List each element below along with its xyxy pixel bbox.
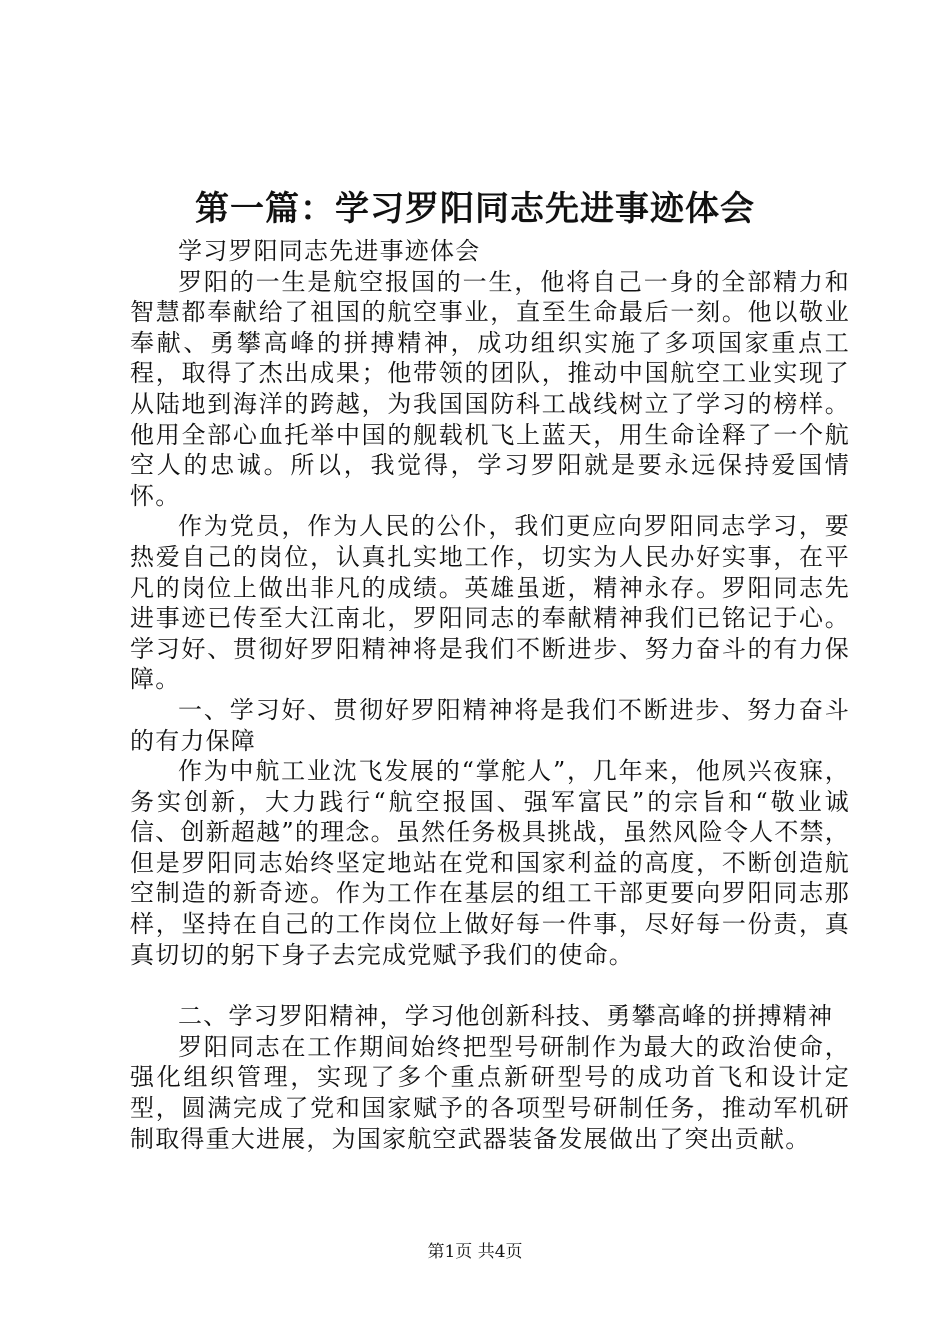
document-title: 第一篇：学习罗阳同志先进事迹体会 [195, 189, 755, 229]
paragraph-subtitle: 学习罗阳同志先进事迹体会 [178, 237, 481, 265]
page-footer: 第1页 共4页 [427, 1242, 523, 1262]
section-heading: 二、学习罗阳精神，学习他创新科技、勇攀高峰的拼搏精神 [178, 1002, 834, 1031]
paragraph: 罗阳同志在工作期间始终把型号研制作为最大的政治使命，强化组织管理，实现了多个重点新研型号的成功首飞和设计定型，圆满完成了党和国家赋予的各项型号研制任务，推动军机研制取得重大进展，为国家航空武器装备发展做出了突出贡献。 [130, 1032, 850, 1153]
section-heading: 一、学习好、贯彻好罗阳精神将是我们不断进步、努力奋斗的有力保障 [130, 695, 850, 755]
paragraph: 罗阳的一生是航空报国的一生，他将自己一身的全部精力和智慧都奉献给了祖国的航空事业，直至生命最后一刻。他以敬业奉献、勇攀高峰的拼搏精神，成功组织实施了多项国家重点工程，取得了杰出成果；他带领的团队，推动中国航空工业实现了从陆地到海洋的跨越，为我国国防科工战线树立了学习的榜样。他用全部心血托举中国的舰载机飞上蓝天，用生命诠释了一个航空人的忠诚。所以，我觉得，学习罗阳就是要永远保持爱国情怀。 [130, 267, 850, 510]
document-body [130, 236, 850, 1154]
paragraph: 作为中航工业沈飞发展的“掌舵人”，几年来，他夙兴夜寐，务实创新，大力践行“航空报国、强军富民”的宗旨和“敬业诚信、创新超越”的理念。虽然任务极具挑战，虽然风险令人不禁，但是罗阳同志始终坚定地站在党和国家利益的高度，不断创造航空制造的新奇迹。作为工作在基层的组工干部更要向罗阳同志那样，坚持在自己的工作岗位上做好每一件事，尽好每一份责，真真切切的躬下身子去完成党赋予我们的使命。 [130, 757, 850, 969]
paragraph: 作为党员，作为人民的公仆，我们更应向罗阳同志学习，要热爱自己的岗位，认真扎实地工作，切实为人民办好实事，在平凡的岗位上做出非凡的成绩。英雄虽逝，精神永存。罗阳同志先进事迹已传至大江南北，罗阳同志的奉献精神我们已铭记于心。学习好、贯彻好罗阳精神将是我们不断进步、努力奋斗的有力保障。 [130, 512, 850, 694]
